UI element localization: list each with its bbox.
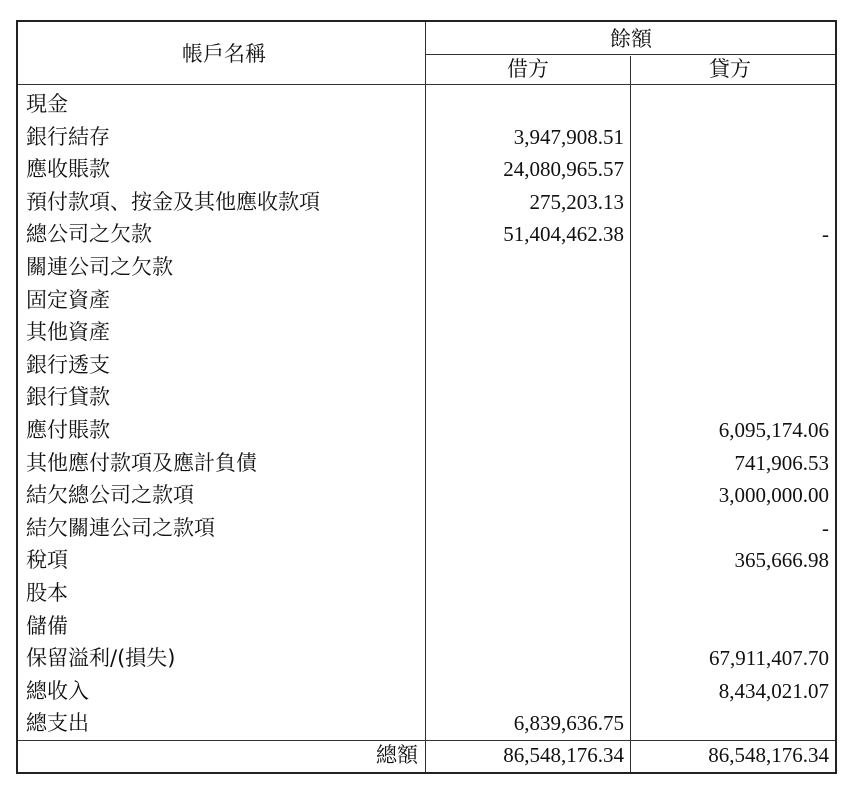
table-row	[18, 381, 835, 415]
table-row	[18, 153, 835, 187]
credit-amount	[635, 186, 829, 220]
credit-amount	[635, 381, 829, 415]
debit-amount	[428, 544, 624, 578]
table-row	[18, 251, 835, 285]
debit-amount	[428, 577, 624, 611]
credit-amount: 365,666.98	[734, 548, 829, 573]
debit-amount: 275,203.13	[529, 189, 624, 214]
table-row	[18, 121, 835, 155]
credit-amount: 67,911,407.70	[709, 646, 829, 671]
table-row	[18, 414, 835, 448]
debit-amount	[428, 284, 624, 318]
credit-amount	[635, 88, 829, 122]
credit-amount	[635, 707, 829, 741]
debit-amount	[428, 512, 624, 546]
debit-amount	[428, 88, 624, 122]
total-debit: 86,548,176.34	[503, 743, 624, 767]
table-row	[18, 675, 835, 709]
table-row	[18, 707, 835, 741]
account-name: 關連公司之欠款	[26, 255, 173, 279]
debit-amount	[428, 414, 624, 448]
credit-amount	[635, 316, 829, 350]
account-name: 儲備	[26, 613, 68, 638]
account-name: 稅項	[26, 548, 68, 573]
credit-amount	[635, 121, 829, 155]
account-name: 結欠關連公司之款項	[26, 515, 215, 540]
debit-amount	[428, 316, 624, 350]
account-name: 保留溢利/(損失)	[26, 646, 176, 671]
debit-amount	[428, 381, 624, 415]
account-name: 股本	[26, 581, 68, 605]
account-name: 現金	[26, 92, 68, 116]
total-credit: 86,548,176.34	[708, 743, 829, 767]
total-row	[18, 739, 835, 772]
credit-amount	[635, 577, 829, 611]
account-name: 其他資產	[26, 320, 110, 345]
credit-amount: -	[822, 515, 829, 540]
debit-amount: 51,404,462.38	[503, 222, 624, 247]
debit-amount: 24,080,965.57	[503, 157, 624, 182]
debit-amount	[428, 675, 624, 709]
debit-amount	[428, 479, 624, 513]
account-name: 總支出	[26, 711, 89, 736]
table-row	[18, 186, 835, 220]
table-row	[18, 544, 835, 578]
table-row	[18, 610, 835, 644]
debit-amount	[428, 610, 624, 644]
trial-balance-table	[16, 20, 837, 774]
table-row	[18, 447, 835, 481]
account-name: 銀行透支	[26, 352, 110, 377]
account-name: 預付款項、按金及其他應收款項	[26, 189, 320, 214]
account-name: 結欠總公司之款項	[26, 483, 194, 508]
debit-amount	[428, 642, 624, 676]
header-account-name: 帳戶名稱	[182, 42, 266, 66]
header-balance: 餘額	[610, 27, 652, 51]
account-name: 其他應付款項及應計負債	[26, 450, 257, 475]
account-name: 銀行結存	[26, 124, 110, 149]
debit-amount	[428, 251, 624, 285]
table-row	[18, 284, 835, 318]
debit-amount: 3,947,908.51	[513, 124, 624, 149]
credit-amount: 6,095,174.06	[718, 418, 829, 442]
credit-amount: 8,434,021.07	[718, 678, 829, 703]
table-row	[18, 479, 835, 513]
credit-amount: 741,906.53	[734, 450, 829, 475]
debit-amount	[428, 349, 624, 383]
credit-amount: 3,000,000.00	[718, 483, 829, 508]
debit-amount: 6,839,636.75	[513, 711, 624, 736]
credit-amount	[635, 251, 829, 285]
header-debit: 借方	[507, 57, 549, 81]
credit-amount	[635, 284, 829, 318]
table-row	[18, 349, 835, 383]
table-row	[18, 512, 835, 546]
credit-amount: -	[822, 222, 829, 247]
account-name: 總收入	[26, 678, 89, 703]
table-row	[18, 642, 835, 676]
total-label: 總額	[376, 743, 418, 767]
divider-balance-subheader	[425, 54, 835, 55]
header-credit: 貸方	[709, 57, 751, 81]
account-name: 應收賬款	[26, 157, 110, 182]
credit-amount	[635, 349, 829, 383]
account-name: 銀行貸款	[26, 385, 110, 410]
account-name: 應付賬款	[26, 418, 110, 442]
table-row	[18, 88, 835, 122]
divider-header-body	[18, 84, 835, 85]
table-row	[18, 316, 835, 350]
account-name: 固定資產	[26, 287, 110, 312]
credit-amount	[635, 610, 829, 644]
table-row	[18, 577, 835, 611]
account-name: 總公司之欠款	[26, 222, 152, 247]
credit-amount	[635, 153, 829, 187]
debit-amount	[428, 447, 624, 481]
table-row	[18, 218, 835, 252]
